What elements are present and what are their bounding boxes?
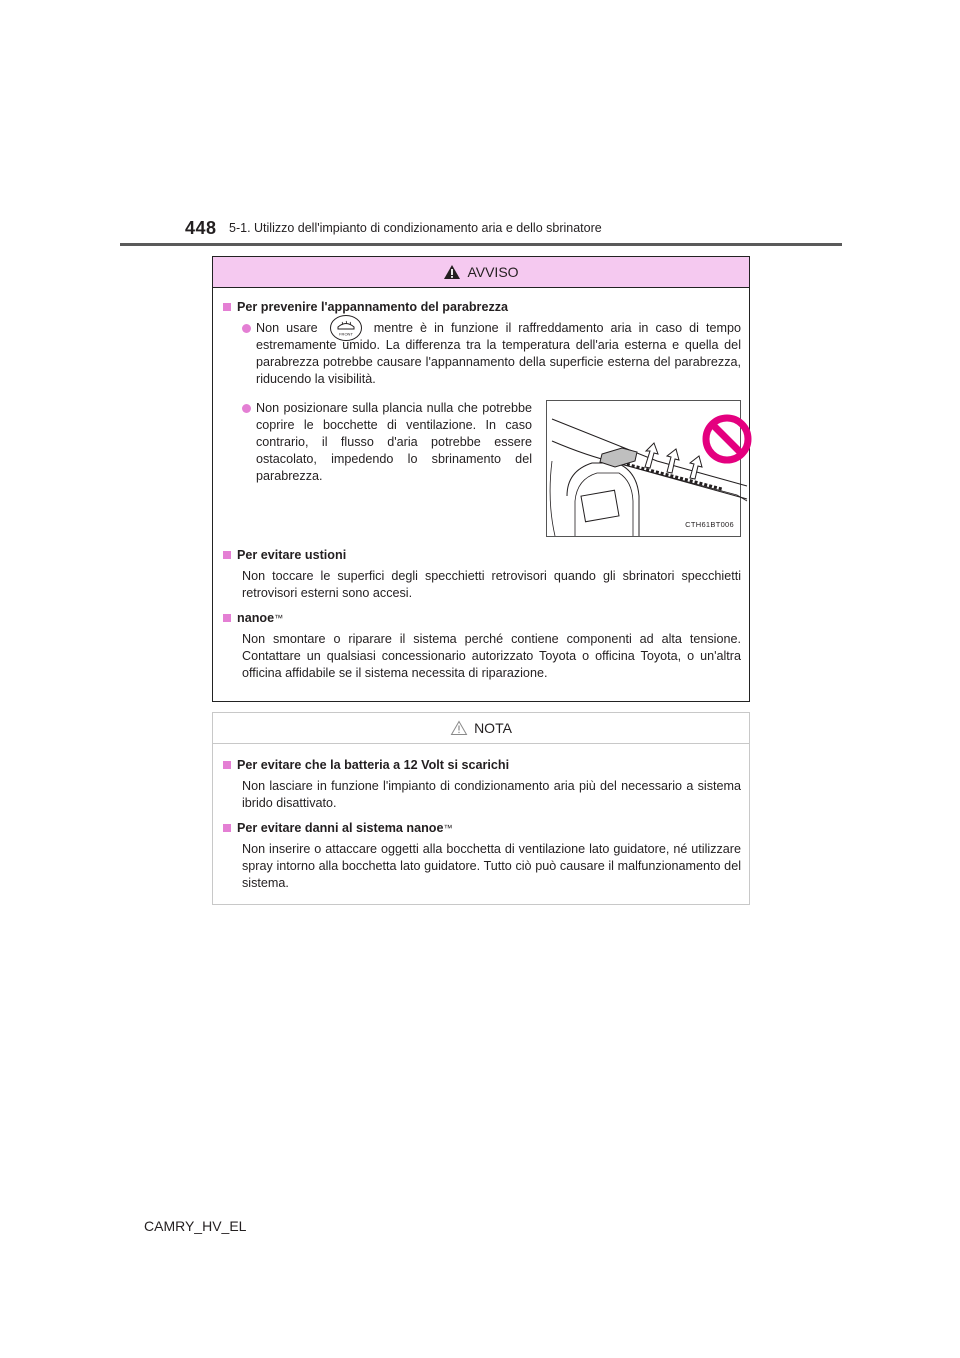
section-heading-text: Per evitare danni al sistema nanoe™ bbox=[237, 821, 453, 835]
section-heading bbox=[221, 299, 741, 316]
warning-box bbox=[212, 256, 750, 702]
warning-box-body bbox=[213, 288, 749, 682]
paragraph: Non inserire o attaccare oggetti alla bocchetta di ventilazione lato guidatore, né utilizzare spray intorno alla bocchetta lato guidatore. Tutto ciò può causare il malfunzionamento del sistema. bbox=[242, 842, 741, 890]
warning-box-header bbox=[213, 257, 749, 288]
square-bullet-icon bbox=[223, 761, 231, 769]
illustration-code: CTH61BT006 bbox=[685, 520, 734, 529]
square-bullet-icon bbox=[223, 614, 231, 622]
section-heading-text: nanoe™ bbox=[237, 611, 284, 625]
footer-model-code: CAMRY_HV_EL bbox=[144, 1218, 247, 1234]
note-box-title: NOTA bbox=[474, 720, 512, 736]
square-bullet-icon bbox=[223, 303, 231, 311]
illustration-row bbox=[221, 400, 741, 537]
bullet-text: Non usare FRONT mentre è in funzione il raffreddamento aria in caso di tempo estremamente umido. La differenza tra la temperatura dell'aria esterna e quella del parabrezza potrebbe causare l'appannamento della superficie esterna del parabrezza, riducendo la visibilità. bbox=[256, 320, 741, 388]
note-box-header bbox=[213, 713, 749, 744]
svg-text:FRONT: FRONT bbox=[338, 331, 353, 337]
section-heading-text: Per evitare che la batteria a 12 Volt si scarichi bbox=[237, 758, 510, 772]
dot-bullet-icon bbox=[242, 404, 251, 413]
paragraph: Non lasciare in funzione l'impianto di condizionamento aria più del necessario a sistema ibrido disattivato. bbox=[242, 779, 741, 810]
section-heading bbox=[221, 820, 741, 837]
square-bullet-icon bbox=[223, 824, 231, 832]
header-rule bbox=[120, 243, 842, 246]
warning-triangle-icon bbox=[443, 264, 461, 280]
bullet-text: Non posizionare sulla plancia nulla che potrebbe coprire le bocchette di ventilazione. In caso contrario, il flusso d'aria potrebbe essere ostacolato, impedendo lo sbrinamento del parabrezza. bbox=[256, 401, 532, 483]
note-box-body bbox=[213, 744, 749, 892]
caution-triangle-icon bbox=[450, 720, 468, 736]
warning-box-title: AVVISO bbox=[467, 264, 519, 280]
trademark-symbol: ™ bbox=[443, 823, 453, 833]
section-heading-text: Per prevenire l'appannamento del parabrezza bbox=[237, 300, 509, 314]
paragraph: Non toccare le superfici degli specchietti retrovisori quando gli sbrinatori specchietti retrovisori esterni sono accesi. bbox=[242, 569, 741, 600]
dashboard-vent-illustration bbox=[546, 400, 741, 537]
section-heading bbox=[221, 757, 741, 774]
section-heading-text: Per evitare ustioni bbox=[237, 548, 347, 562]
section-heading bbox=[221, 547, 741, 564]
bullet-item bbox=[221, 320, 741, 388]
section-heading bbox=[221, 610, 741, 627]
section-title: 5-1. Utilizzo dell'impianto di condizionamento aria e dello sbrinatore bbox=[229, 221, 602, 235]
note-box bbox=[212, 712, 750, 905]
square-bullet-icon bbox=[223, 551, 231, 559]
dot-bullet-icon bbox=[242, 324, 251, 333]
trademark-symbol: ™ bbox=[274, 613, 284, 623]
bullet-item bbox=[221, 400, 532, 485]
paragraph: Non smontare o riparare il sistema perché contiene componenti ad alta tensione. Contattare un qualsiasi concessionario autorizzato Toyota o officina Toyota, o un'altra officina affidabile se il sistema necessita di riparazione. bbox=[242, 632, 741, 680]
page-number: 448 bbox=[185, 218, 217, 238]
